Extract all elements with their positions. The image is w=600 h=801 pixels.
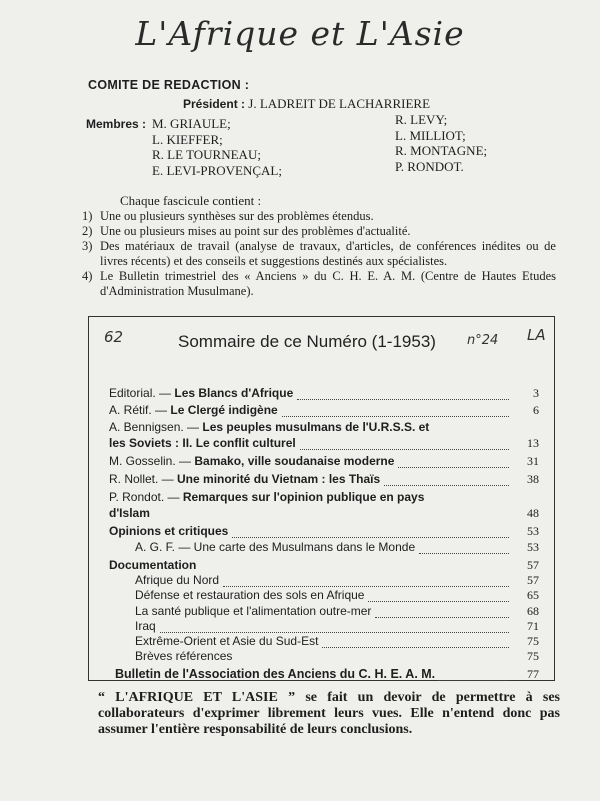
- president-line: [183, 96, 430, 112]
- toc-entry: [109, 619, 539, 634]
- toc-entry: [109, 472, 539, 487]
- member-name: R. LE TOURNEAU;: [152, 147, 261, 162]
- toc-entry-text: [109, 472, 380, 486]
- toc-title: Le Clergé indigène: [170, 403, 278, 417]
- toc-author: A. Rétif. —: [109, 403, 171, 417]
- toc-leader-dots: [322, 634, 509, 648]
- toc-leader-dots: [160, 619, 509, 633]
- toc-page-number: 68: [527, 604, 539, 618]
- toc-author: A. Bennigsen. —: [109, 420, 203, 434]
- toc-page-number: 57: [527, 558, 539, 572]
- member-name: P. RONDOT.: [395, 158, 464, 174]
- toc-page-number: 6: [533, 403, 539, 417]
- toc-entry: [109, 420, 539, 435]
- toc-entry-text: [109, 454, 394, 468]
- toc-author: R. Nollet. —: [109, 472, 178, 486]
- toc-entry: [109, 604, 539, 619]
- toc-entry: [109, 667, 539, 682]
- toc-entry-text: [135, 634, 318, 648]
- toc-leader-dots: [375, 604, 509, 618]
- toc-leader-dots: [398, 454, 509, 468]
- handwritten-annotation-right: LA: [527, 326, 546, 344]
- toc-title: A. G. F. — Une carte des Musulmans dans le Monde: [135, 540, 416, 554]
- toc-page-number: 13: [527, 436, 539, 450]
- fascicule-list: [82, 209, 556, 299]
- disclaimer-paragraph: “ L'AFRIQUE ET L'ASIE ” se fait un devoir de permettre à ses collaborateurs d'exprimer librement leurs vues. Elle n'entend donc pas assumer l'entière responsabilité de leurs conclusions.: [98, 690, 560, 737]
- toc-page-number: 77: [527, 667, 539, 681]
- toc-entry-text: [135, 573, 219, 587]
- toc-leader-dots: [297, 386, 509, 400]
- sommaire-title: Sommaire de ce Numéro (1-1953): [178, 332, 436, 351]
- toc-entry-text: [109, 420, 429, 434]
- toc-title: Remarques sur l'opinion publique en pays: [182, 490, 425, 504]
- committee-heading: COMITE DE REDACTION :: [88, 78, 250, 92]
- toc-entry-text: [109, 558, 196, 572]
- toc-entry: [109, 558, 539, 573]
- toc-entry: [109, 436, 539, 451]
- toc-entry-text: [135, 619, 156, 633]
- toc-author: Editorial. —: [109, 386, 175, 400]
- member-name: L. KIEFFER;: [152, 131, 223, 147]
- member-name: L. MILLIOT;: [395, 127, 466, 143]
- toc-page-number: 71: [527, 619, 539, 633]
- toc-page-number: 53: [527, 540, 539, 554]
- toc-entry-text: [115, 667, 435, 681]
- toc-entry: [109, 573, 539, 588]
- toc-entry: [109, 386, 539, 401]
- toc-page-number: 75: [527, 634, 539, 648]
- toc-leader-dots: [384, 472, 509, 486]
- toc-leader-dots: [439, 667, 509, 681]
- toc-title: les Soviets : II. Le conflit culturel: [109, 436, 296, 450]
- toc-entry-text: [109, 490, 424, 504]
- toc-title: Bulletin de l'Association des Anciens du C. H. E. A. M.: [115, 667, 436, 681]
- toc-entry: [109, 634, 539, 649]
- toc-entry: [109, 454, 539, 469]
- toc-title: Documentation: [109, 558, 197, 572]
- toc-page-number: 57: [527, 573, 539, 587]
- toc-leader-dots: [419, 540, 509, 554]
- journal-title: L'Afrique et L'Asie: [135, 14, 465, 53]
- toc-entry: [109, 540, 539, 555]
- toc-page-number: 65: [527, 588, 539, 602]
- toc-entry-text: [135, 540, 415, 554]
- toc-entry-text: [135, 604, 371, 618]
- toc-entry-text: [109, 436, 296, 450]
- list-item: 2) Une ou plusieurs mises au point sur des problèmes d'actualité.: [82, 224, 411, 238]
- member-name: M. GRIAULE;: [152, 116, 231, 131]
- toc-title: Les Blancs d'Afrique: [174, 386, 294, 400]
- member-name: R. MONTAGNE;: [395, 143, 488, 158]
- toc-entry: [109, 588, 539, 603]
- toc-leader-dots: [368, 588, 509, 602]
- toc-entry: [109, 490, 539, 505]
- toc-title: d'Islam: [109, 506, 150, 520]
- toc-title: Extrême-Orient et Asie du Sud-Est: [135, 634, 319, 648]
- toc-entry-text: [135, 649, 232, 663]
- toc-entry: [109, 649, 539, 664]
- toc-title: Bamako, ville soudanaise moderne: [194, 454, 395, 468]
- toc-entry: [109, 403, 539, 418]
- toc-title: Défense et restauration des sols en Afrique: [135, 588, 365, 602]
- list-item: 3) Des matériaux de travail (analyse de travaux, d'articles, de conférences inédites ou de livres récents) et des conseils et suggestions destinés aux spécialistes.: [82, 239, 556, 268]
- toc-title: Opinions et critiques: [109, 524, 229, 538]
- toc-title: Les peuples musulmans de l'U.R.S.S. et: [202, 420, 430, 434]
- toc-title: Brèves références: [135, 649, 233, 663]
- toc-page-number: 48: [527, 506, 539, 520]
- toc-page-number: 75: [527, 649, 539, 663]
- toc-page-number: 38: [527, 472, 539, 486]
- toc-page-number: 31: [527, 454, 539, 468]
- toc-leader-dots: [282, 403, 509, 417]
- fascicule-heading: Chaque fascicule contient :: [120, 193, 262, 208]
- toc-page-number: 53: [527, 524, 539, 538]
- president-name: J. LADREIT DE LACHARRIERE: [248, 96, 431, 111]
- toc-entry: [109, 524, 539, 539]
- handwritten-issue-number: n°24: [467, 333, 499, 348]
- list-item: 4) Le Bulletin trimestriel des « Anciens » du C. H. E. A. M. (Centre de Hautes Etudes d'Administration Musulmane).: [82, 269, 556, 298]
- toc-page-number: 3: [533, 386, 539, 400]
- toc-entry: [109, 506, 539, 521]
- toc-entry-text: [135, 588, 364, 602]
- members-right-column: [395, 112, 487, 174]
- toc-author: M. Gosselin. —: [109, 454, 195, 468]
- toc-entry-text: [109, 524, 228, 538]
- toc-leader-dots: [232, 524, 509, 538]
- toc-title: Une minorité du Vietnam : les Thaïs: [177, 472, 381, 486]
- handwritten-annotation-left: 62: [104, 328, 124, 346]
- toc-title: La santé publique et l'alimentation outre-mer: [135, 604, 372, 618]
- toc-title: Afrique du Nord: [135, 573, 220, 587]
- list-item: 1) Une ou plusieurs synthèses sur des problèmes étendus.: [82, 209, 374, 223]
- toc-entry-text: [109, 403, 278, 417]
- toc-title: Iraq: [135, 619, 156, 633]
- toc-leader-dots: [300, 436, 509, 450]
- toc-author: P. Rondot. —: [109, 490, 183, 504]
- toc-entry-text: [109, 386, 293, 400]
- toc-leader-dots: [223, 573, 509, 587]
- members-label: Membres :: [86, 117, 147, 131]
- members-left-column: [152, 116, 282, 178]
- president-role: Président :: [183, 97, 246, 111]
- toc-entry-text: [109, 506, 150, 520]
- member-name: E. LEVI-PROVENÇAL;: [152, 162, 282, 178]
- member-name: R. LEVY;: [395, 112, 448, 127]
